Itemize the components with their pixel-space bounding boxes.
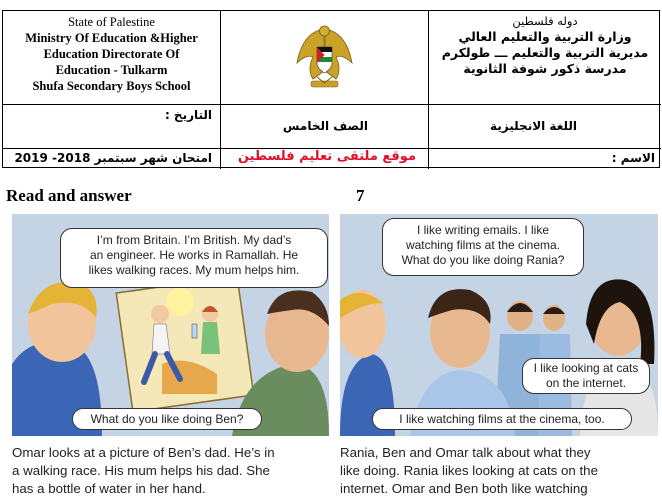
emblem-cell [221, 11, 428, 105]
header-table [2, 10, 660, 168]
speech-omar-right-line3: What do you like doing Rania? [401, 253, 565, 267]
header-english-block [3, 11, 221, 105]
ministry-en-2: Education Directorate Of [43, 47, 180, 61]
left-caption-line2: a walking race. His mum helps his dad. She [12, 463, 270, 478]
state-en: State of Palestine [68, 15, 155, 29]
speech-bubble-ben [60, 228, 328, 288]
speech-ben-line3: likes walking races. My mum helps him. [88, 263, 300, 277]
subject-cell [428, 105, 661, 149]
exam-label: امتحان شهر سبتمبر 2018- 2019 [14, 151, 212, 165]
ministry-ar: وزارة التربية والتعليم العالي [458, 29, 632, 44]
speech-ben-line1: I’m from Britain. I’m British. My dad’s [96, 233, 292, 247]
speech-bubble-rania [522, 358, 650, 394]
school-en: Shufa Secondary Boys School [32, 79, 191, 93]
speech-ben-right: I like watching films at the cinema, too. [399, 412, 605, 426]
speech-ben-line2: an engineer. He works in Ramallah. He [89, 248, 299, 262]
speech-omar: What do you like doing Ben? [90, 412, 244, 426]
name-cell [428, 149, 661, 169]
right-caption [340, 444, 660, 498]
date-label: التاريخ : [164, 108, 212, 122]
section-title: Read and answer [6, 186, 132, 205]
ministry-en-3: Education - Tulkarm [55, 63, 168, 77]
speech-omar-right-line1: I like writing emails. I like [416, 223, 550, 237]
header-arabic-block [428, 11, 661, 105]
eagle-emblem-icon [221, 11, 428, 103]
school-ar: مدرسة ذكور شوفة الثانوية [463, 61, 627, 76]
left-illustration [12, 214, 329, 436]
right-caption-line1: Rania, Ben and Omar talk about what they [340, 445, 591, 460]
right-caption-line2: like doing. Rania likes looking at cats on the [340, 463, 598, 478]
section-number: 7 [356, 186, 365, 205]
speech-bubble-ben-right [372, 408, 632, 430]
name-label: الاسم : [611, 151, 655, 165]
right-caption-line3: internet. Omar and Ben both like watching [340, 481, 588, 496]
exam-cell [3, 149, 221, 169]
right-illustration [340, 214, 658, 436]
grade-cell [221, 105, 428, 149]
directorate-ar: مديرية التربية والتعليم ـــ طولكرم [441, 45, 649, 60]
speech-omar-right-line2: watching films at the cinema. [405, 238, 561, 252]
ministry-en-1: Ministry Of Education &Higher [25, 31, 198, 45]
speech-bubble-omar-right [382, 218, 584, 276]
left-caption [12, 444, 332, 498]
speech-rania-line1: I like looking at cats [533, 361, 639, 375]
grade-label: الصف الخامس [282, 119, 368, 133]
state-ar: دوله فلسطين [512, 14, 578, 28]
speech-bubble-omar [72, 408, 262, 430]
website-link[interactable]: موقع ملتقى تعليم فلسطين [237, 149, 416, 164]
website-cell [221, 149, 428, 169]
date-cell [3, 105, 221, 149]
left-caption-line3: has a bottle of water in her hand. [12, 481, 206, 496]
speech-rania-line2: on the internet. [545, 376, 627, 390]
subject-label: اللغة الانجليزية [490, 119, 577, 133]
left-caption-line1: Omar looks at a picture of Ben’s dad. He’s in [12, 445, 275, 460]
